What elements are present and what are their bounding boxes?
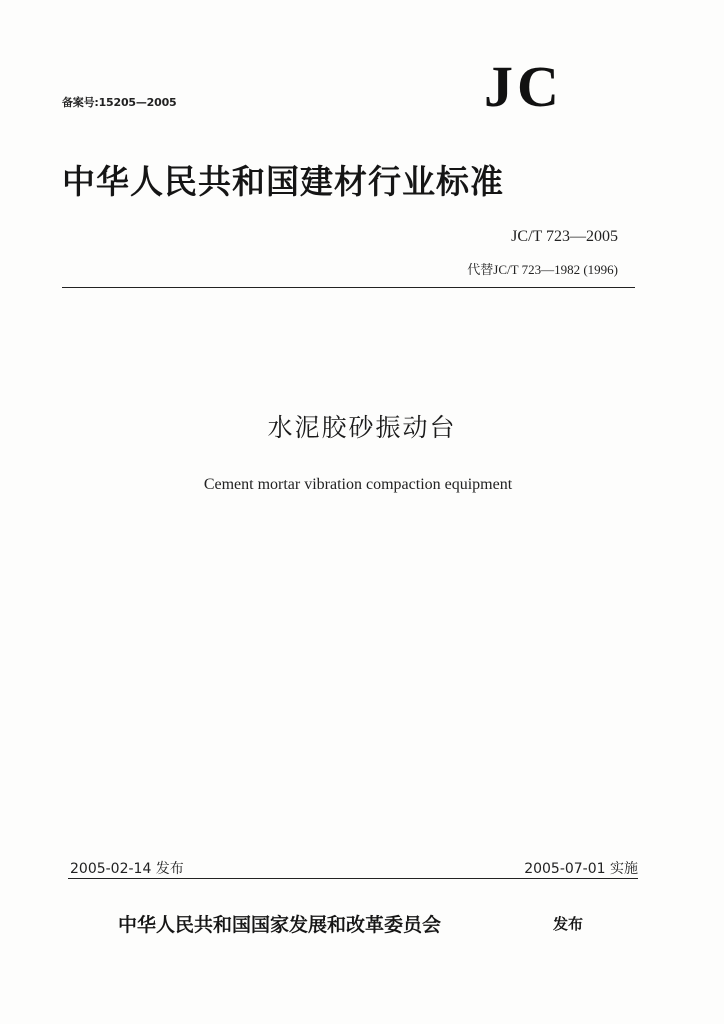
publish-label: 发布 [553,915,584,933]
document-title-english: Cement mortar vibration compaction equipment [203,476,513,493]
standard-number: JC/T 723—2005 [511,228,618,245]
replaces-standard: 代替JC/T 723—1982 (1996) [467,262,618,277]
header-divider [62,287,635,288]
issue-date: 2005-02-14 发布 [70,861,184,877]
jc-logo: JC [484,54,563,119]
implementation-date: 2005-07-01 实施 [524,861,638,877]
footer-divider [68,878,638,879]
publisher-name: 中华人民共和国国家发展和改革委员会 [118,914,442,936]
document-title-chinese: 水泥胶砂振动台 [267,413,457,442]
record-number: 备案号:15205—2005 [62,96,177,109]
standard-type-title: 中华人民共和国建材行业标准 [62,162,504,201]
